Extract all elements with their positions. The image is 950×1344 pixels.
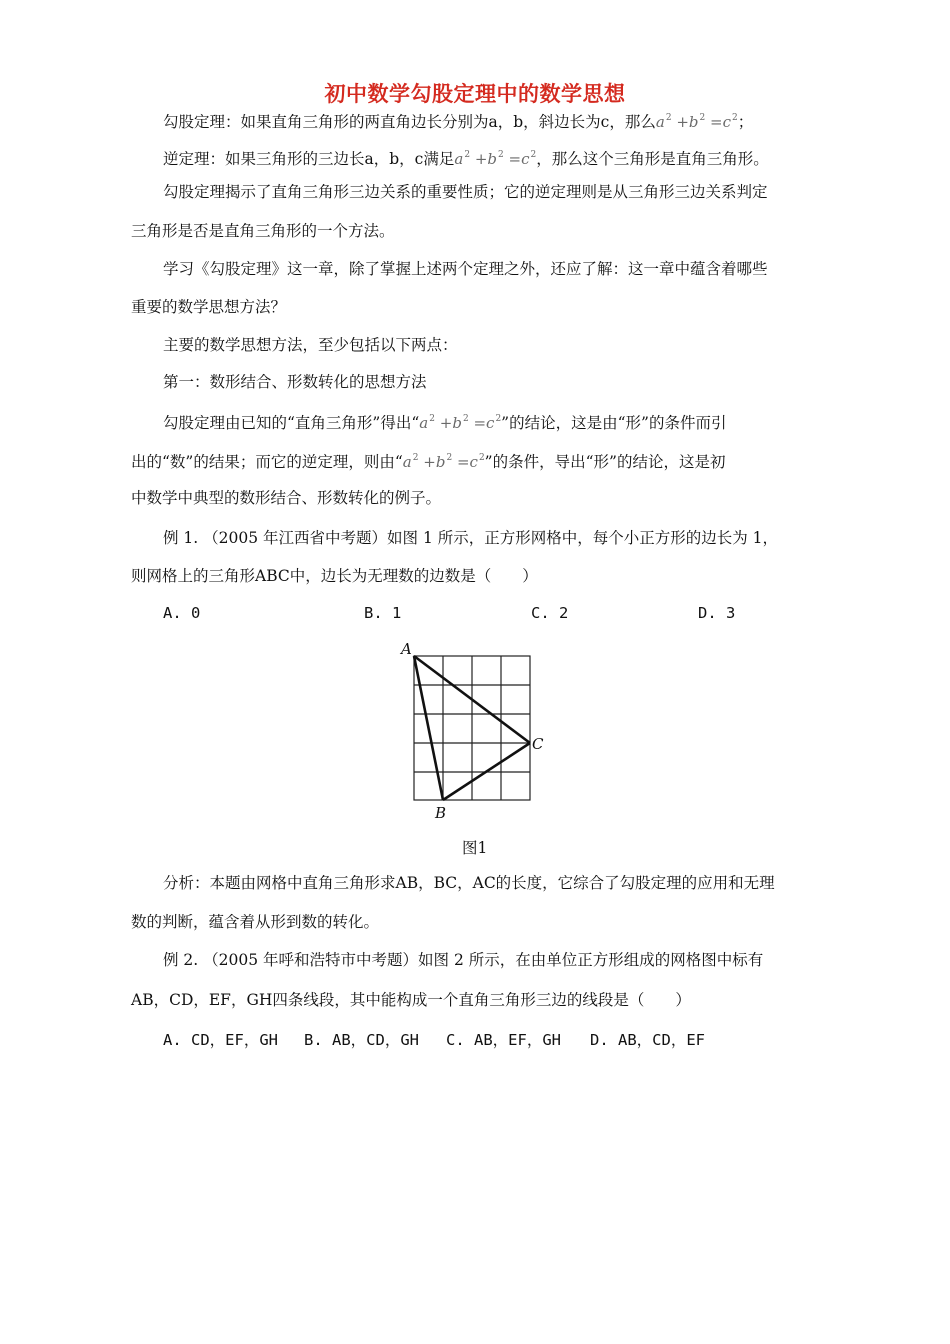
paragraph-line: 主要的数学思想方法，至少包括以下两点： (163, 336, 458, 354)
converse-text: 逆定理：如果三角形的三边长a，b，c满足 (163, 150, 455, 168)
option-c: C. 2 (531, 604, 569, 622)
paragraph-line: 勾股定理揭示了直角三角形三边关系的重要性质；它的逆定理则是从三角形三边关系判定 (163, 183, 768, 201)
grid (414, 656, 530, 800)
example-1-question-cont: 则网格上的三角形ABC中，边长为无理数的边数是（ ） (131, 567, 538, 585)
pythagorean-equation: $a^2 +b^2 =c^2$ (419, 414, 502, 432)
pythagorean-equation: $a^2 +b^2 =c^2$ (402, 453, 485, 471)
option-a: A. CD，EF，GH (163, 1031, 278, 1049)
converse-theorem-statement: 逆定理：如果三角形的三边长a，b，c满足$a^2 +b^2 =c^2$，那么这个三角形是直角三角形。 (163, 150, 769, 168)
example-2-question-cont: AB，CD，EF，GH四条线段，其中能构成一个直角三角形三边的线段是（ ） (131, 991, 691, 1009)
paragraph-line: 勾股定理由已知的“直角三角形”得出“$a^2 +b^2 =c^2$”的结论，这是由“形”的条件而引 (163, 414, 727, 432)
option-d: D. 3 (698, 604, 736, 622)
vertex-label-c: C (532, 735, 544, 753)
example-2-question: 例 2. （2005 年呼和浩特市中考题）如图 2 所示，在由单位正方形组成的网格图中标有 (163, 951, 764, 969)
vertex-label-b: B (435, 804, 447, 822)
option-d: D. AB，CD，EF (590, 1031, 705, 1049)
pythagorean-equation: $a^2 +b^2 =c^2$ (454, 150, 537, 168)
figure-1-caption: 图1 (462, 839, 488, 857)
option-b: B. AB，CD，GH (304, 1031, 419, 1049)
option-c: C. AB，EF，GH (446, 1031, 561, 1049)
theorem-text: 勾股定理：如果直角三角形的两直角边长分别为a，b，斜边长为c，那么 (163, 113, 656, 131)
vertex-label-a: A (401, 640, 412, 658)
option-b: B. 1 (364, 604, 402, 622)
figure-1-grid-triangle (396, 636, 556, 826)
side-ab (414, 656, 443, 800)
paragraph-line: 学习《勾股定理》这一章，除了掌握上述两个定理之外，还应了解：这一章中蕴含着哪些 (163, 260, 768, 278)
analysis-text: 分析：本题由网格中直角三角形求AB，BC，AC的长度，它综合了勾股定理的应用和无理 (163, 874, 775, 892)
page-title: 初中数学勾股定理中的数学思想 (324, 82, 626, 106)
pythagorean-equation: $a^2 +b^2 =c^2$ (655, 113, 738, 131)
paragraph-line: 中数学中典型的数形结合、形数转化的例子。 (131, 489, 442, 507)
section-heading: 第一：数形结合、形数转化的思想方法 (163, 373, 427, 391)
option-a: A. 0 (163, 604, 201, 622)
example-1-question: 例 1. （2005 年江西省中考题）如图 1 所示，正方形网格中，每个小正方形的边长为 1， (163, 529, 779, 547)
paragraph-line: 出的“数”的结果；而它的逆定理，则由“$a^2 +b^2 =c^2$”的条件，导出“形”的结论，这是初 (131, 453, 726, 471)
paragraph-line: 重要的数学思想方法？ (131, 298, 287, 316)
paragraph-line: 三角形是否是直角三角形的一个方法。 (131, 222, 395, 240)
analysis-text-cont: 数的判断，蕴含着从形到数的转化。 (131, 913, 380, 931)
theorem-statement: 勾股定理：如果直角三角形的两直角边长分别为a，b，斜边长为c，那么$a^2 +b^2 =c^2$； (163, 113, 754, 131)
